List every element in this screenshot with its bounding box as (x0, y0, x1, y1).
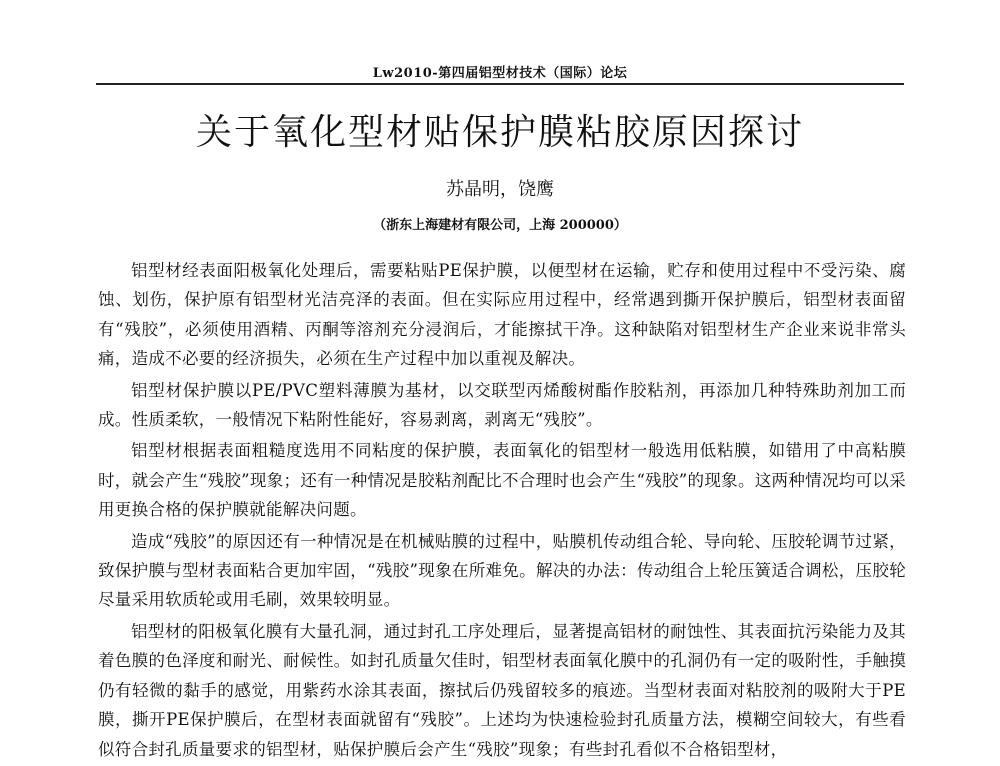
body-paragraph: 铝型材根据表面粗糙度选用不同粘度的保护膜，表面氧化的铝型材一般选用低粘膜，如错用了中高粘膜时，就会产生“残胶”现象；还有一种情况是胶粘剂配比不合理时也会产生“残胶”的现象。这两种情况均可以采用更换合格的保护膜就能解决问题。 (98, 441, 906, 520)
header-rule (96, 83, 904, 85)
paper-body (98, 256, 906, 766)
body-paragraph: 造成“残胶”的原因还有一种情况是在机械贴膜的过程中，贴膜机传动组合轮、导向轮、压胶轮调节过紧，致保护膜与型材表面粘合更加牢固，“残胶”现象在所难免。解决的办法：传动组合上轮压簧适合调松，压胶轮尽量采用软质轮或用毛刷，效果较明显。 (98, 531, 906, 610)
body-paragraph: 铝型材的阳极氧化膜有大量孔洞，通过封孔工序处理后，显著提高铝材的耐蚀性、其表面抗污染能力及其着色膜的色泽度和耐光、耐候性。如封孔质量欠佳时，铝型材表面氧化膜中的孔洞仍有一定的吸附性，手触摸仍有轻微的黏手的感觉，用紫药水涂其表面，擦拭后仍残留较多的痕迹。当型材表面对粘胶剂的吸附大于PE膜，撕开PE保护膜后，在型材表面就留有“残胶”。上述均为快速检验封孔质量方法，模糊空间较大，有些看似符合封孔质量要求的铝型材，贴保护膜后会产生“残胶”现象；有些封孔看似不合格铝型材， (98, 621, 906, 759)
paper-title: 关于氧化型材贴保护膜粘胶原因探讨 (195, 112, 804, 153)
body-paragraph: 铝型材保护膜以PE/PVC塑料薄膜为基材，以交联型丙烯酸树酯作胶粘剂，再添加几种特殊助剂加工而成。性质柔软，一般情况下粘附性能好，容易剥离，剥离无“残胶”。 (98, 380, 906, 430)
paper-affiliation: （浙东上海建材有限公司，上海 200000） (373, 218, 627, 233)
body-paragraph: 铝型材经表面阳极氧化处理后，需要粘贴PE保护膜，以便型材在运输，贮存和使用过程中不受污染、腐蚀、划伤，保护原有铝型材光洁亮泽的表面。但在实际应用过程中，经常遇到撕开保护膜后，铝型材表面留有“残胶”，必须使用酒精、丙酮等溶剂充分浸润后，才能擦拭干净。这种缺陷对铝型材生产企业来说非常头痛，造成不必要的经济损失，必须在生产过程中加以重视及解决。 (98, 261, 906, 369)
paper-authors: 苏晶明，饶鹰 (446, 179, 554, 200)
running-header: Lw2010-第四届铝型材技术（国际）论坛 (372, 66, 628, 81)
